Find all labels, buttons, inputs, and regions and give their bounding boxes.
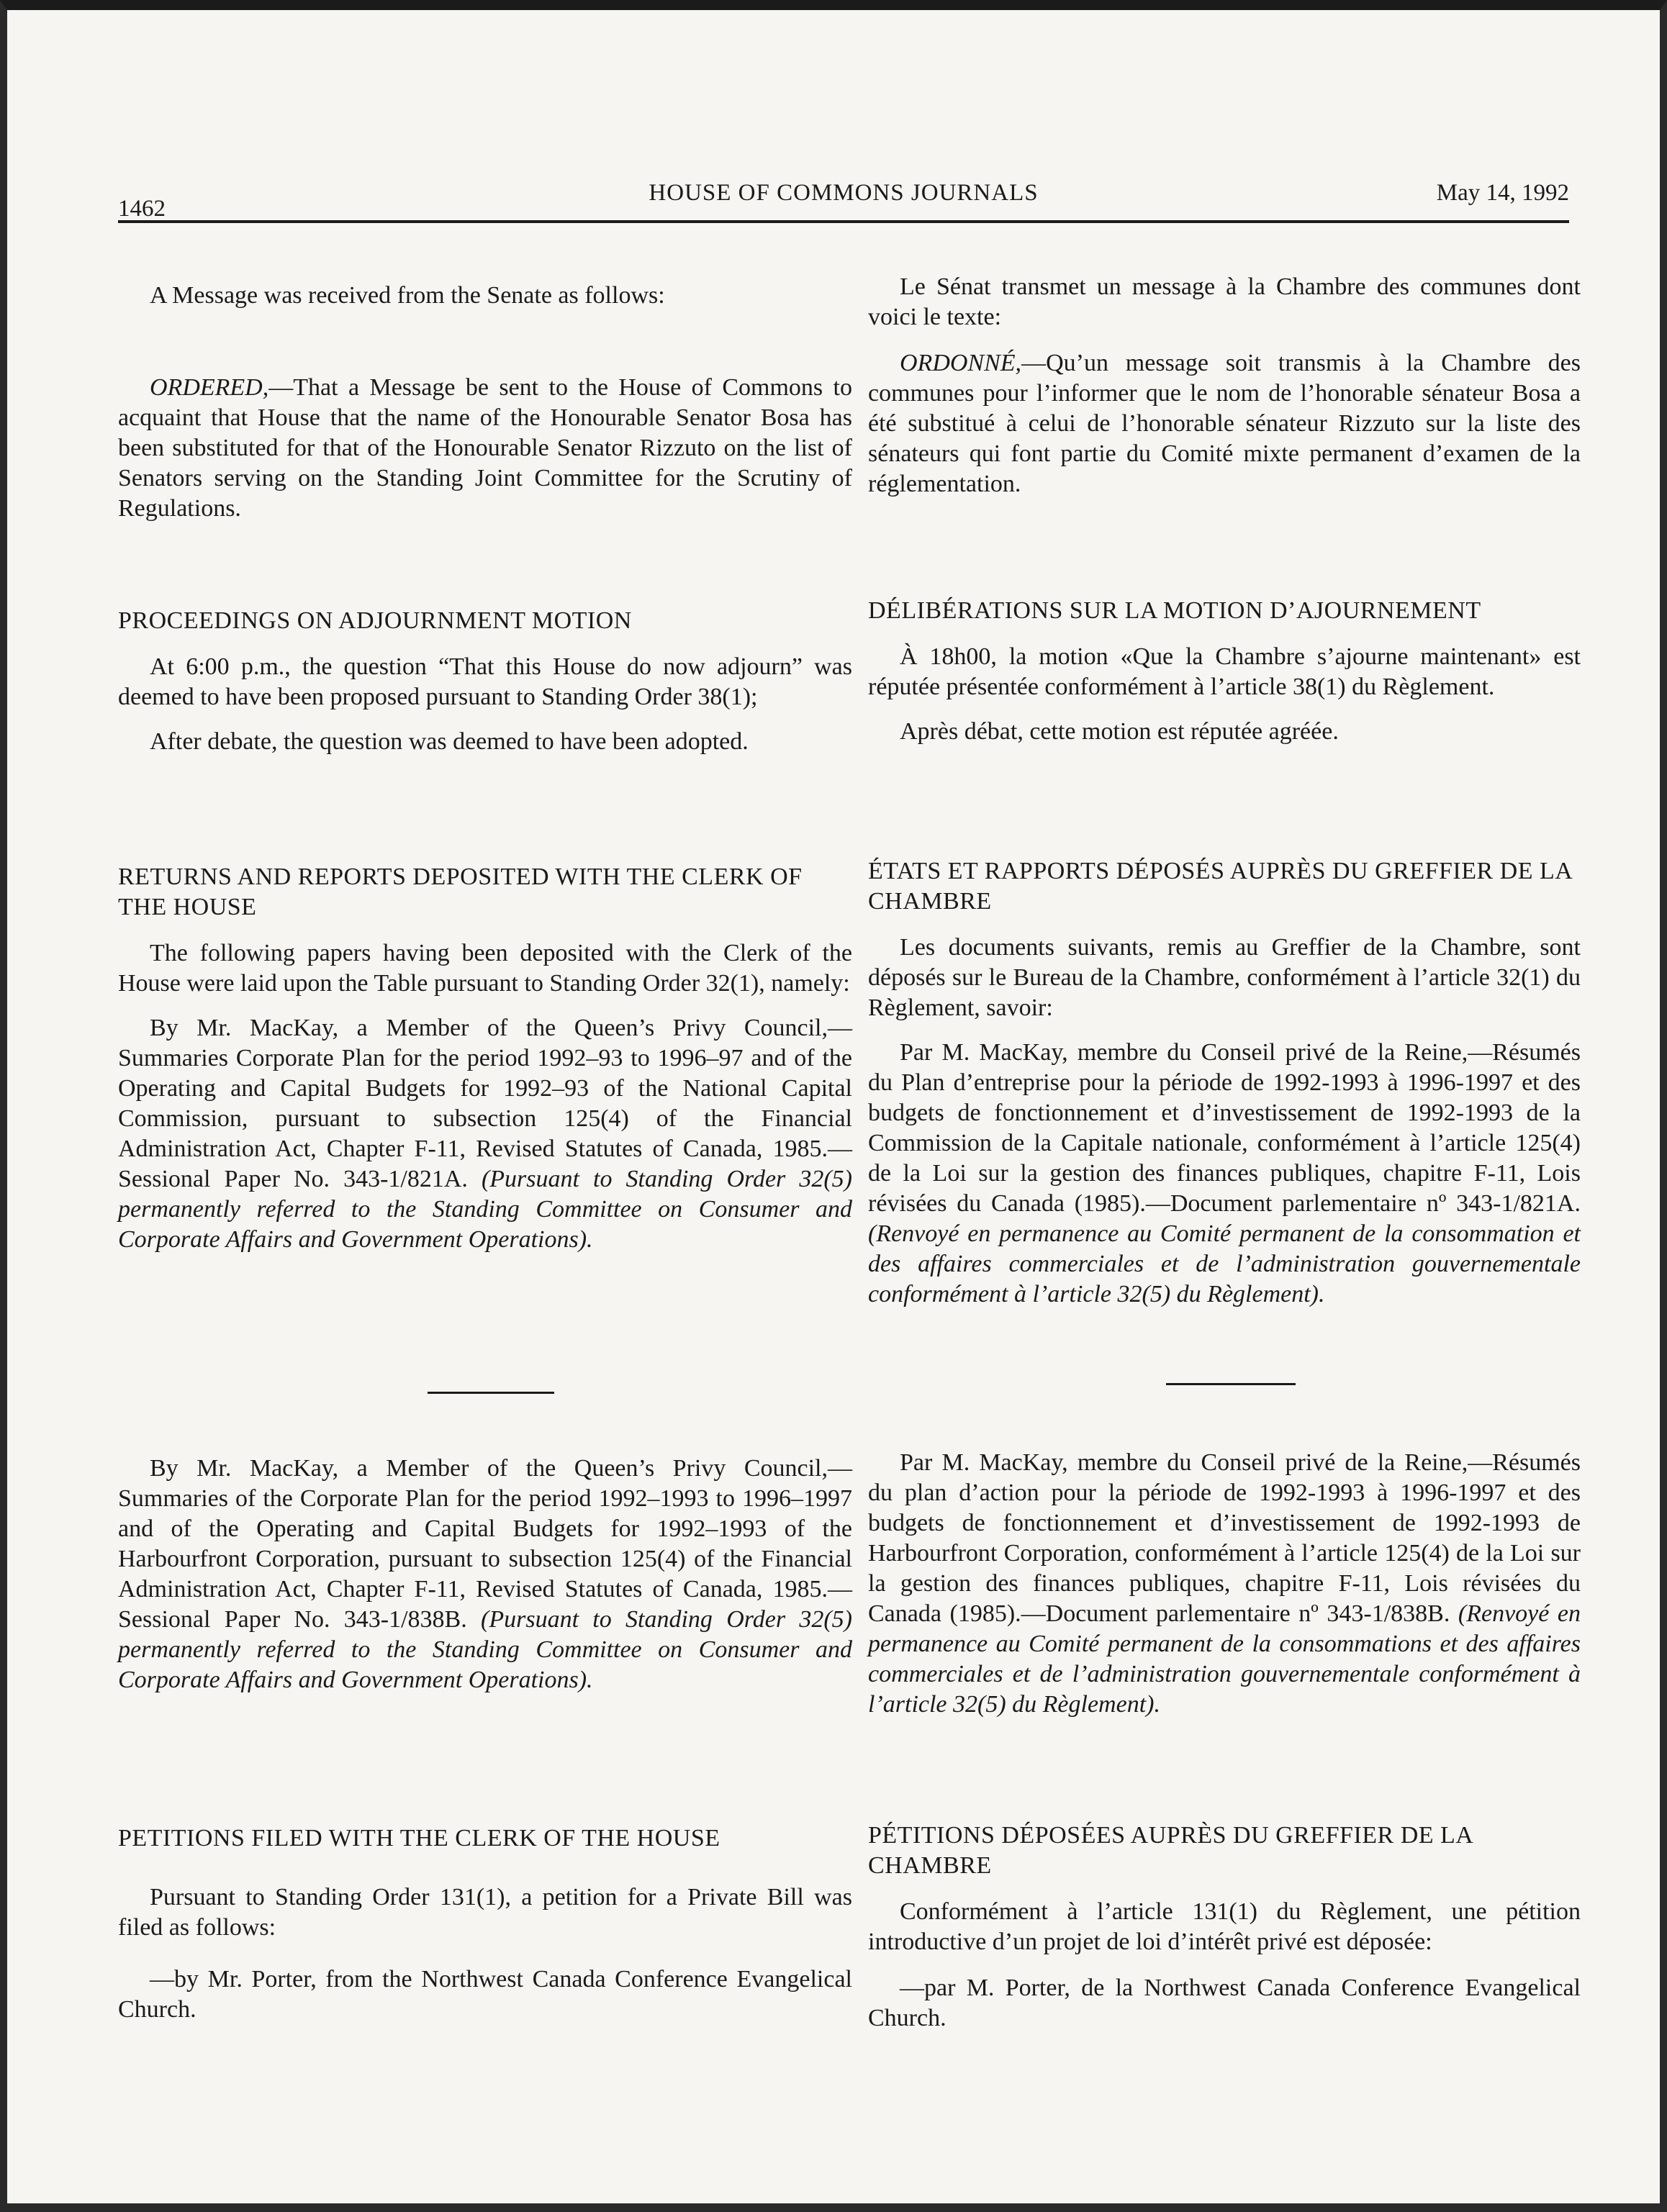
en-adjournment-heading: PROCEEDINGS ON ADJOURNMENT MOTION: [118, 607, 632, 634]
fr-returns-item2-section: [868, 1448, 1581, 1720]
en-petitions-heading: PETITIONS FILED WITH THE CLERK OF THE HOUSE: [118, 1825, 720, 1851]
en-returns-item1: [118, 1013, 852, 1255]
fr-adjournment-p2: Après débat, cette motion est réputée agréée.: [900, 718, 1339, 745]
journal-title: HOUSE OF COMMONS JOURNALS: [649, 180, 1039, 206]
en-senate-intro: A Message was received from the Senate as follows:: [150, 282, 665, 309]
en-petitions-item: —by Mr. Porter, from the Northwest Canada Conference Evangelical Church.: [118, 1966, 852, 2023]
en-senate-message-body: —That a Message be sent to the House of Commons to acquaint that House that the name of the Honourable Senator Bosa has been substituted for that of the Honourable Senator Rizzuto on the list of Senators serving on the Standing Joint Committee for the Scrutiny of Regulations.: [118, 374, 852, 522]
fr-adjournment-heading: DÉLIBÉRATIONS SUR LA MOTION D’AJOURNEMENT: [868, 597, 1481, 624]
en-returns-item2-ref: (Pursuant to Standing Order 32(5) permanently referred to the Standing Committee on Consumer and Corporate Affairs and Government Operations).: [118, 1606, 852, 1693]
fr-senate-section: [868, 272, 1581, 499]
page-date: May 14, 1992: [1436, 180, 1569, 206]
fr-senate-message-lead: ORDONNÉ,: [900, 350, 1022, 376]
en-petitions-section: [118, 1823, 852, 2025]
en-returns-item1-ref: (Pursuant to Standing Order 32(5) permanently referred to the Standing Committee on Consumer and Corporate Affairs and Government Operations).: [118, 1166, 852, 1253]
fr-returns-item1-text: Par M. MacKay, membre du Conseil privé de la Reine,—Résumés du Plan d’entreprise pour la période de 1992-1993 à 1996-1997 et des budgets de fonctionnement et d’investissement de 1992-1993 de la Commission de la Capitale nationale, conformément à l’article 125(4) de la Loi sur la gestion des finances publiques, chapitre F-11, Lois révisées du Canada (1985).—Document parlementaire nº 343-1/821A.: [868, 1039, 1581, 1217]
fr-returns-item2: [868, 1448, 1581, 1720]
en-senate-section: [118, 281, 852, 524]
en-adjournment-section: [118, 606, 852, 757]
en-returns-item1-text: By Mr. MacKay, a Member of the Queen’s Privy Council,—Summaries Corporate Plan for the period 1992–93 to 1996–97 and of the Operating and Capital Budgets for 1992–93 of the National Capital Commission, pursuant to subsection 125(4) of the Financial Administration Act, Chapter F-11, Revised Statutes of Canada, 1985.—Sessional Paper No. 343-1/821A.: [118, 1015, 852, 1192]
fr-returns-item2-ref: (Renvoyé en permanence au Comité permanent de la consommations et des affaires commerciales et de l’administration gouvernementale conformément à l’article 32(5) du Règlement).: [868, 1600, 1581, 1718]
fr-returns-heading: ÉTATS ET RAPPORTS DÉPOSÉS AUPRÈS DU GREFFIER DE LA CHAMBRE: [868, 858, 1572, 915]
en-adjournment-p2: After debate, the question was deemed to have been adopted.: [150, 728, 749, 755]
fr-returns-item2-text: Par M. MacKay, membre du Conseil privé de la Reine,—Résumés du plan d’action pour la période de 1992-1993 à 1996-1997 et des budgets de fonctionnement et d’investissement de 1992-1993 de Harbourfront Corporation, conformément à l’article 125(4) de la Loi sur la gestion des finances publiques, chapitre F-11, Lois révisées du Canada (1985).—Document parlementaire nº 343-1/838B.: [868, 1449, 1581, 1627]
en-returns-item2-text: By Mr. MacKay, a Member of the Queen’s Privy Council,—Summaries of the Corporate Plan for the period 1992–1993 to 1996–1997 and of the Operating and Capital Budgets for 1992–1993 of the Harbourfront Corporation, pursuant to subsection 125(4) of the Financial Administration Act, Chapter F-11, Revised Statutes of Canada, 1985.—Sessional Paper No. 343-1/838B.: [118, 1455, 852, 1633]
fr-separator-rule: [1166, 1383, 1296, 1385]
en-senate-message-lead: ORDERED,: [150, 374, 269, 401]
page-number: 1462: [118, 196, 166, 222]
fr-petitions-item: —par M. Porter, de la Northwest Canada Conference Evangelical Church.: [868, 1975, 1581, 2031]
fr-petitions-intro: Conformément à l’article 131(1) du Règlement, une pétition introductive d’un projet de loi d’intérêt privé est déposée:: [868, 1898, 1581, 1955]
fr-adjournment-p1: À 18h00, la motion «Que la Chambre s’ajourne maintenant» est réputée présentée conformément à l’article 38(1) du Règlement.: [868, 643, 1581, 700]
page-header: [118, 177, 1569, 223]
en-returns-heading: RETURNS AND REPORTS DEPOSITED WITH THE CLERK OF THE HOUSE: [118, 864, 803, 920]
fr-returns-item1: [868, 1038, 1581, 1310]
fr-petitions-section: [868, 1821, 1581, 2034]
en-adjournment-p1: At 6:00 p.m., the question “That this House do now adjourn” was deemed to have been proposed pursuant to Standing Order 38(1);: [118, 653, 852, 710]
en-returns-item2: [118, 1454, 852, 1695]
en-separator-rule: [428, 1392, 554, 1394]
en-returns-item2-section: [118, 1454, 852, 1695]
en-senate-message: [118, 373, 852, 524]
en-returns-section: [118, 862, 852, 1255]
en-petitions-intro: Pursuant to Standing Order 131(1), a petition for a Private Bill was filed as follows:: [118, 1884, 852, 1941]
fr-returns-intro: Les documents suivants, remis au Greffier de la Chambre, sont déposés sur le Bureau de la Chambre, conformément à l’article 32(1) du Règlement, savoir:: [868, 934, 1581, 1021]
fr-returns-section: [868, 856, 1581, 1310]
fr-senate-intro: Le Sénat transmet un message à la Chambre des communes dont voici le texte:: [868, 273, 1581, 330]
fr-petitions-heading: PÉTITIONS DÉPOSÉES AUPRÈS DU GREFFIER DE LA CHAMBRE: [868, 1822, 1473, 1879]
fr-senate-message-body: —Qu’un message soit transmis à la Chambre des communes pour l’informer que le nom de l’honorable sénateur Bosa a été substitué à celui de l’honorable sénateur Rizzuto sur la liste des sénateurs qui font partie du Comité mixte permanent d’examen de la réglementation.: [868, 350, 1581, 497]
fr-adjournment-section: [868, 596, 1581, 747]
fr-senate-message: [868, 348, 1581, 499]
fr-returns-item1-ref: (Renvoyé en permanence au Comité permanent de la consommation et des affaires commerciales et de l’administration gouvernementale conformément à l’article 32(5) du Règlement).: [868, 1220, 1581, 1307]
en-returns-intro: The following papers having been deposited with the Clerk of the House were laid upon the Table pursuant to Standing Order 32(1), namely:: [118, 940, 852, 997]
